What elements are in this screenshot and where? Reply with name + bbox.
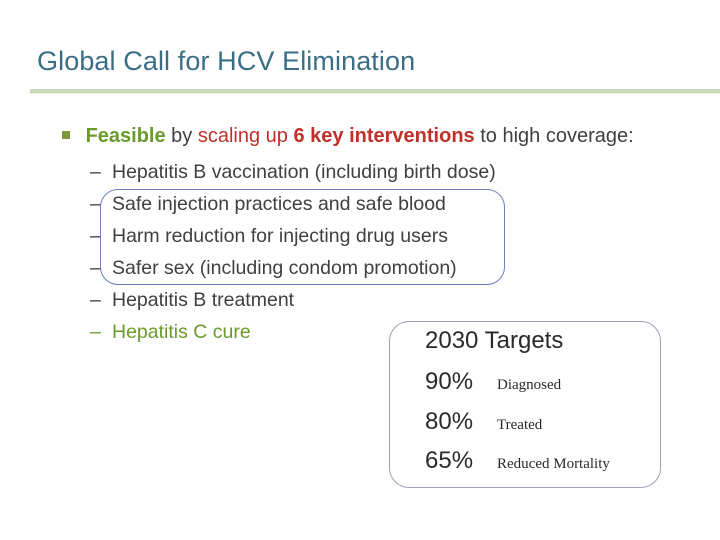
bullet-text-by: by — [165, 125, 198, 147]
subitem-hepb-vaccination — [90, 161, 496, 184]
target-label: Diagnosed — [497, 377, 562, 393]
subitem-text: Harm reduction for injecting drug users — [112, 225, 448, 247]
target-row-treated — [425, 408, 542, 436]
subitem-text: Safe injection practices and safe blood — [112, 193, 446, 215]
target-label: Treated — [497, 417, 543, 433]
feasible-text: Feasible — [85, 125, 166, 147]
dash-marker: – — [90, 161, 101, 183]
subitem-text: Hepatitis C cure — [112, 321, 251, 343]
targets-title: 2030 Targets — [425, 327, 564, 354]
target-row-diagnosed — [425, 368, 561, 396]
dash-marker: – — [90, 225, 101, 247]
square-bullet-icon — [62, 131, 70, 139]
target-value: 90% — [425, 368, 474, 395]
dash-marker: – — [90, 289, 101, 311]
interventions-highlight-box — [100, 189, 505, 285]
bullet-text-coverage: to high coverage: — [474, 125, 634, 147]
slide-title: Global Call for HCV Elimination — [37, 46, 416, 76]
subitem-hepc-cure — [90, 321, 251, 344]
key-interventions-text: 6 key interventions — [293, 125, 475, 147]
subitem-text: Safer sex (including condom promotion) — [112, 257, 457, 279]
main-bullet — [62, 125, 634, 148]
title-underline — [30, 89, 720, 93]
target-value: 80% — [425, 408, 474, 435]
target-value: 65% — [425, 447, 474, 474]
dash-marker: – — [90, 257, 101, 279]
target-label: Reduced Mortality — [497, 456, 610, 472]
subitem-text: Hepatitis B vaccination (including birth dose) — [112, 161, 496, 183]
subitem-hepb-treatment — [90, 289, 294, 312]
dash-marker: – — [90, 321, 101, 343]
scaling-up-text: scaling up — [197, 125, 288, 147]
dash-marker: – — [90, 193, 101, 215]
target-row-mortality — [425, 447, 610, 475]
subitem-text: Hepatitis B treatment — [112, 289, 295, 311]
